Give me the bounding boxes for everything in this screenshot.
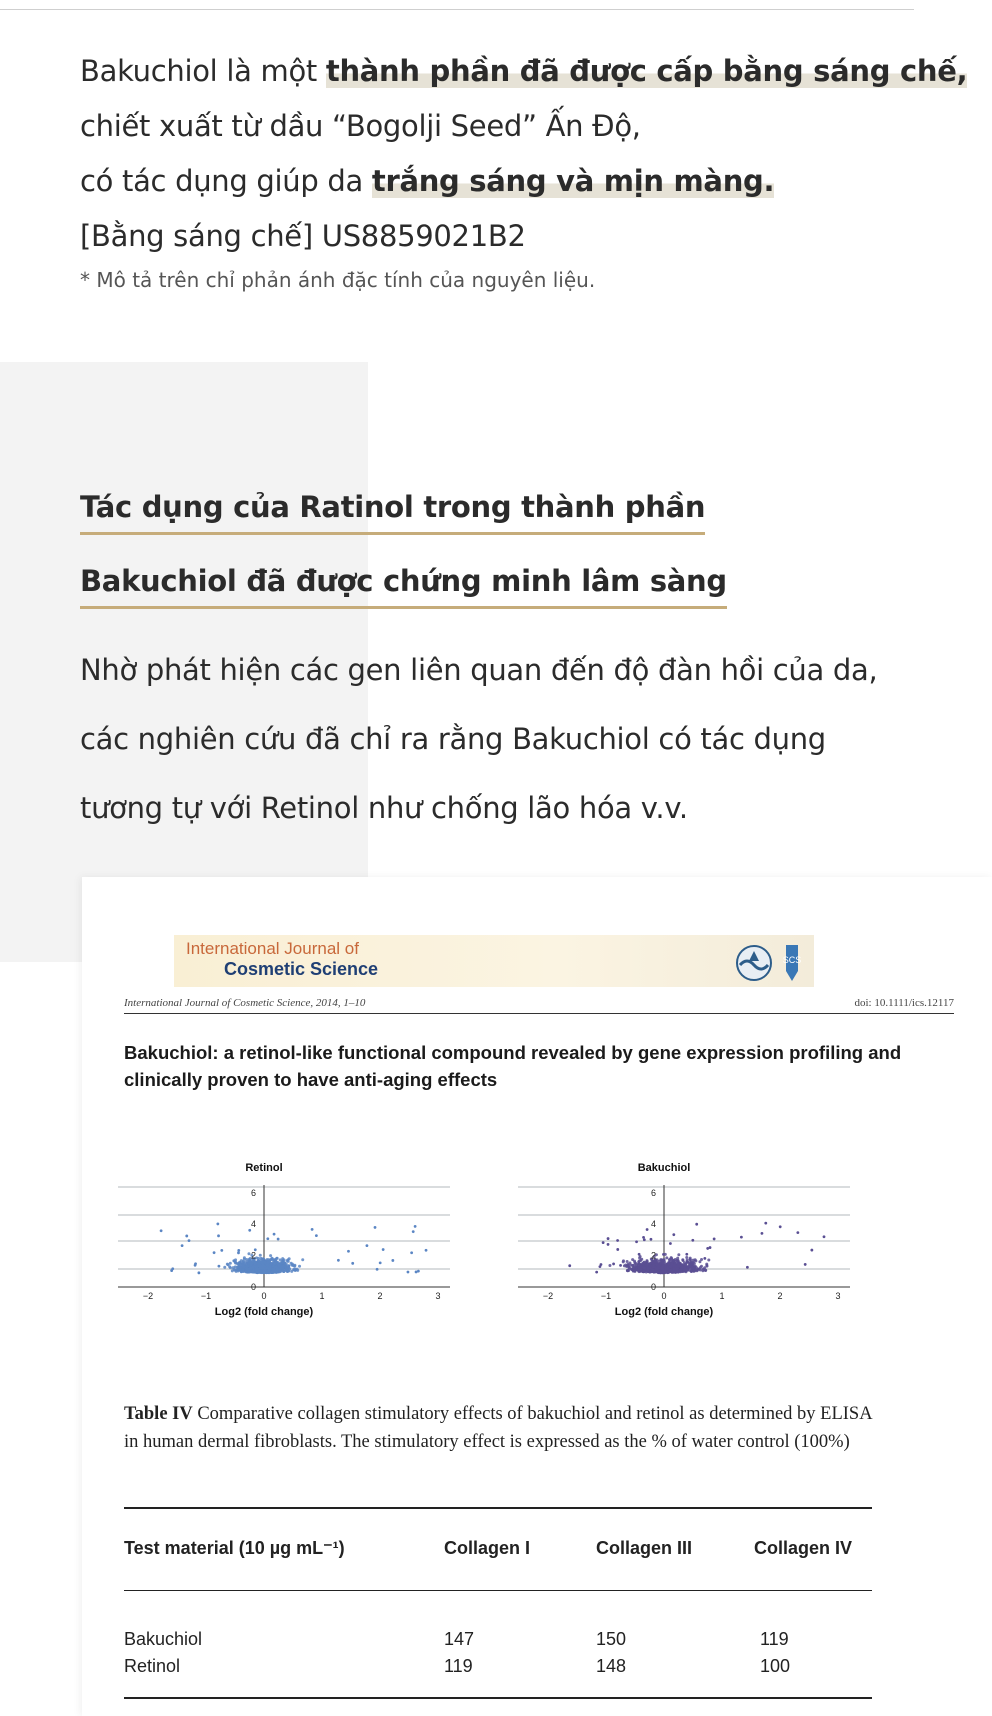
x-tick-label: 1	[719, 1291, 725, 1301]
data-point	[414, 1225, 417, 1228]
data-point	[269, 1263, 272, 1266]
data-point	[248, 1262, 251, 1265]
data-point	[607, 1243, 610, 1246]
intro-line-3	[80, 154, 960, 209]
data-point	[236, 1266, 239, 1269]
data-point	[764, 1222, 767, 1225]
data-point	[637, 1260, 640, 1263]
data-point	[665, 1256, 668, 1259]
data-point	[263, 1261, 266, 1264]
table-caption-text: Comparative collagen stimulatory effects of bakuchiol and retinol as determined by ELISA in human dermal fibroblasts. The stimulatory effect is expressed as the % of water control (100%)	[124, 1404, 872, 1452]
body-line-2: các nghiên cứu đã chỉ ra rằng Bakuchiol có tác dụng	[80, 722, 826, 756]
data-point	[285, 1267, 288, 1270]
data-point	[679, 1268, 682, 1271]
data-point	[686, 1260, 689, 1263]
data-point	[185, 1235, 188, 1238]
data-point	[213, 1251, 216, 1254]
data-point	[271, 1271, 274, 1274]
data-point	[626, 1269, 629, 1272]
table-header-cell: Collagen I	[444, 1538, 531, 1558]
data-point	[646, 1267, 649, 1270]
data-point	[237, 1251, 240, 1254]
data-point	[692, 1270, 695, 1273]
data-point	[646, 1260, 649, 1263]
data-point	[694, 1259, 697, 1262]
data-point	[259, 1259, 262, 1262]
data-point	[269, 1265, 272, 1268]
table-header-cell: Collagen IV	[754, 1538, 853, 1558]
data-point	[669, 1265, 672, 1268]
data-point	[698, 1260, 701, 1263]
data-point	[248, 1229, 251, 1232]
data-point	[382, 1248, 385, 1251]
data-point	[273, 1233, 276, 1236]
journal-banner	[174, 935, 814, 987]
data-point	[655, 1263, 658, 1266]
data-point	[425, 1249, 428, 1252]
data-point	[655, 1268, 658, 1271]
data-point	[804, 1263, 807, 1266]
data-point	[277, 1238, 280, 1241]
data-point	[374, 1226, 377, 1229]
intro-line-3-highlight: trắng sáng và mịn màng.	[371, 164, 775, 198]
table-cell: 119	[760, 1629, 789, 1649]
data-point	[347, 1250, 350, 1253]
intro-line-3-text: có tác dụng giúp da	[80, 164, 372, 198]
data-point	[681, 1258, 684, 1261]
data-point	[761, 1232, 764, 1235]
data-point	[262, 1257, 265, 1260]
data-point	[232, 1266, 235, 1269]
data-point	[298, 1265, 301, 1268]
table-header-cell: Test material (10 µg mL⁻¹)	[124, 1538, 345, 1558]
data-point	[695, 1223, 698, 1226]
data-point	[240, 1270, 243, 1273]
y-tick-label: 2	[650, 1250, 656, 1261]
data-point	[669, 1269, 672, 1272]
table-mid-rule	[124, 1590, 872, 1591]
data-point	[649, 1265, 652, 1268]
data-point	[699, 1269, 702, 1272]
data-point	[668, 1258, 671, 1261]
x-tick-label: −1	[200, 1291, 212, 1301]
y-tick-label: 4	[650, 1219, 656, 1230]
data-point	[677, 1253, 680, 1256]
data-point	[688, 1258, 691, 1261]
x-tick-label: 2	[777, 1291, 783, 1301]
data-point	[351, 1262, 354, 1265]
section-heading-line-1: Tác dụng của Ratinol trong thành phần	[80, 490, 705, 535]
data-point	[245, 1267, 248, 1270]
data-point	[311, 1228, 314, 1231]
x-tick-label: 0	[261, 1291, 267, 1301]
citation: International Journal of Cosmetic Science, 2014, 1–10	[124, 997, 366, 1009]
data-point	[640, 1258, 643, 1261]
data-point	[635, 1240, 638, 1243]
data-point	[740, 1236, 743, 1239]
data-point	[412, 1230, 415, 1233]
logo-text: SCS	[782, 955, 802, 965]
data-point	[638, 1253, 641, 1256]
data-point	[684, 1263, 687, 1266]
doi: doi: 10.1111/ics.12117	[854, 997, 954, 1009]
data-point	[616, 1239, 619, 1242]
data-point	[407, 1271, 410, 1274]
data-point	[170, 1269, 173, 1272]
data-point	[676, 1263, 679, 1266]
data-point	[315, 1234, 318, 1237]
data-point	[629, 1263, 632, 1266]
data-point	[823, 1235, 826, 1238]
x-axis-label: Log2 (fold change)	[614, 1306, 714, 1318]
data-point	[266, 1237, 269, 1240]
data-point	[622, 1259, 625, 1262]
data-point	[650, 1238, 653, 1241]
x-tick-label: 3	[435, 1291, 441, 1301]
y-tick-label: 6	[650, 1187, 656, 1198]
x-axis-label: Log2 (fold change)	[214, 1306, 314, 1318]
data-point	[279, 1269, 282, 1272]
data-point	[410, 1251, 413, 1254]
table-cell: 147	[444, 1629, 475, 1649]
table-top-rule	[124, 1507, 872, 1509]
data-point	[692, 1259, 695, 1262]
data-point	[640, 1265, 643, 1268]
data-point	[703, 1257, 706, 1260]
data-point	[376, 1268, 379, 1271]
journal-name-line-1: International Journal of	[186, 939, 359, 958]
data-point	[643, 1238, 646, 1241]
data-point	[275, 1260, 278, 1263]
table-cell: Bakuchiol	[124, 1629, 203, 1649]
data-point	[662, 1253, 665, 1256]
table-caption	[124, 1400, 884, 1456]
data-point	[673, 1268, 676, 1271]
data-point	[231, 1269, 234, 1272]
data-point	[262, 1271, 265, 1274]
data-point	[779, 1225, 782, 1228]
data-point	[704, 1269, 707, 1272]
data-point	[366, 1244, 369, 1247]
data-point	[669, 1242, 672, 1245]
data-point	[642, 1236, 645, 1239]
data-point	[691, 1239, 694, 1242]
journal-logo-icon	[732, 939, 812, 985]
data-point	[218, 1265, 221, 1268]
table-cell: 150	[596, 1629, 627, 1649]
patent-number: [Bằng sáng chế] US8859021B2	[80, 219, 526, 253]
data-point	[283, 1262, 286, 1265]
y-tick-label: 0	[650, 1282, 656, 1292]
x-tick-label: 3	[835, 1291, 841, 1301]
data-point	[197, 1271, 200, 1274]
table-caption-label: Table IV	[124, 1404, 193, 1424]
data-point	[391, 1259, 394, 1262]
top-divider	[0, 9, 914, 10]
data-point	[701, 1269, 704, 1272]
data-point	[685, 1256, 688, 1259]
data-point	[685, 1269, 688, 1272]
body-line-1: Nhờ phát hiện các gen liên quan đến độ đàn hồi của da,	[80, 653, 878, 687]
data-point	[239, 1262, 242, 1265]
data-point	[607, 1237, 610, 1240]
intro-block	[80, 44, 968, 292]
data-point	[268, 1260, 271, 1263]
data-point	[257, 1257, 260, 1260]
data-point	[651, 1269, 654, 1272]
section-body	[80, 636, 960, 843]
data-point	[256, 1267, 259, 1270]
data-point	[217, 1234, 220, 1237]
data-point	[245, 1258, 248, 1261]
x-tick-label: 2	[377, 1291, 383, 1301]
paper-excerpt	[82, 877, 992, 1716]
data-point	[252, 1260, 255, 1263]
data-point	[599, 1265, 602, 1268]
data-point	[663, 1260, 666, 1263]
data-point	[292, 1264, 295, 1267]
data-point	[685, 1253, 688, 1256]
data-point	[612, 1263, 615, 1266]
table-cell: 100	[760, 1656, 791, 1676]
data-point	[677, 1270, 680, 1273]
chart-title: Retinol	[245, 1162, 283, 1174]
data-point	[286, 1259, 289, 1262]
data-point	[646, 1228, 649, 1231]
data-point	[810, 1249, 813, 1252]
data-point	[681, 1263, 684, 1266]
data-point	[746, 1266, 749, 1269]
data-point	[568, 1264, 571, 1267]
data-point	[709, 1246, 712, 1249]
data-point	[633, 1261, 636, 1264]
data-point	[251, 1270, 254, 1273]
data-point	[616, 1248, 619, 1251]
paper-title: Bakuchiol: a retinol-like functional compound revealed by gene expression profiling and clinically proven to have anti-aging effects	[124, 1042, 902, 1090]
data-point	[635, 1265, 638, 1268]
data-point	[245, 1270, 248, 1273]
volcano-plots	[118, 1157, 958, 1337]
data-point	[220, 1249, 223, 1252]
data-point	[657, 1271, 660, 1274]
table-cell: 148	[596, 1656, 627, 1676]
data-point	[660, 1270, 663, 1273]
data-point	[301, 1258, 304, 1261]
data-point	[707, 1259, 710, 1262]
x-tick-label: −2	[142, 1291, 154, 1301]
data-point	[626, 1260, 629, 1263]
intro-line-1	[80, 44, 968, 99]
data-point	[239, 1266, 242, 1269]
data-point	[687, 1266, 690, 1269]
x-tick-label: 0	[661, 1291, 667, 1301]
y-tick-label: 6	[250, 1187, 256, 1198]
data-point	[626, 1264, 629, 1267]
data-point	[223, 1266, 226, 1269]
data-point	[630, 1268, 633, 1271]
data-point	[227, 1263, 230, 1266]
data-point	[652, 1261, 655, 1264]
data-point	[672, 1259, 675, 1262]
data-point	[286, 1270, 289, 1273]
intro-line-1-highlight: thành phần đã được cấp bằng sáng chế,	[325, 54, 968, 88]
data-point	[276, 1266, 279, 1269]
table-cell: 119	[444, 1656, 473, 1676]
data-point	[278, 1265, 281, 1268]
x-tick-label: −2	[542, 1291, 554, 1301]
x-tick-label: −1	[600, 1291, 612, 1301]
data-point	[160, 1229, 163, 1232]
citation-rule	[124, 1013, 954, 1014]
journal-name-line-2: Cosmetic Science	[224, 959, 379, 979]
body-line-3: tương tự với Retinol như chống lão hóa v.v.	[80, 791, 688, 825]
data-point	[194, 1262, 197, 1265]
data-point	[259, 1254, 262, 1257]
data-point	[287, 1264, 290, 1267]
data-point	[188, 1239, 191, 1242]
data-point	[643, 1266, 646, 1269]
data-point	[294, 1269, 297, 1272]
table-bottom-rule	[124, 1697, 872, 1699]
data-point	[269, 1254, 272, 1257]
data-point	[623, 1264, 626, 1267]
data-point	[288, 1268, 291, 1271]
data-point	[257, 1264, 260, 1267]
data-point	[263, 1265, 266, 1268]
data-point	[234, 1261, 237, 1264]
data-point	[267, 1270, 270, 1273]
data-point	[672, 1233, 675, 1236]
data-point	[236, 1269, 239, 1272]
y-tick-label: 4	[250, 1219, 256, 1230]
y-tick-label: 0	[250, 1282, 256, 1292]
data-point	[379, 1261, 382, 1264]
data-point	[602, 1241, 605, 1244]
data-point	[673, 1263, 676, 1266]
data-point	[272, 1268, 275, 1271]
data-point	[417, 1270, 420, 1273]
disclaimer-note: * Mô tả trên chỉ phản ánh đặc tính của nguyên liệu.	[80, 268, 596, 292]
data-point	[661, 1264, 664, 1267]
data-point	[796, 1231, 799, 1234]
data-point	[608, 1264, 611, 1267]
table-header-cell: Collagen III	[596, 1538, 693, 1558]
data-point	[705, 1264, 708, 1267]
data-point	[237, 1249, 240, 1252]
data-point	[181, 1244, 184, 1247]
data-point	[216, 1223, 219, 1226]
y-tick-label: 2	[250, 1250, 256, 1261]
chart-title: Bakuchiol	[637, 1162, 691, 1174]
intro-line-2: chiết xuất từ dầu “Bogolji Seed” Ấn Độ,	[80, 109, 641, 143]
data-point	[246, 1265, 249, 1268]
data-point	[713, 1238, 716, 1241]
data-point	[595, 1271, 598, 1274]
data-point	[619, 1264, 622, 1267]
citation-line	[124, 997, 954, 1009]
x-tick-label: 1	[319, 1291, 325, 1301]
section-heading-line-2: Bakuchiol đã được chứng minh lâm sàng	[80, 564, 727, 609]
data-point	[290, 1262, 293, 1265]
intro-line-1-text: Bakuchiol là một	[80, 54, 326, 88]
table-cell: Retinol	[124, 1656, 181, 1676]
data-point	[337, 1259, 340, 1262]
